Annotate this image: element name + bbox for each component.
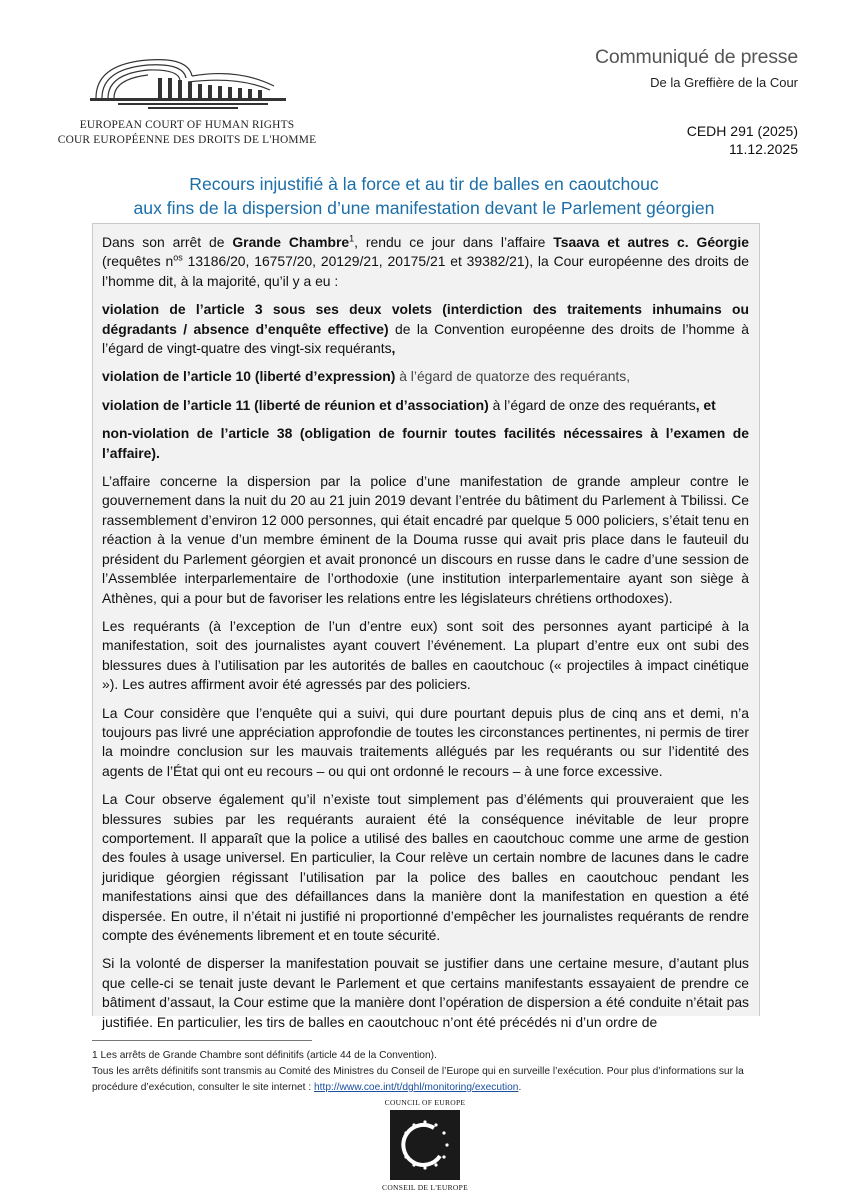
paragraph-3: La Cour considère que l’enquête qui a suivi, qui dure pourtant depuis plus de cinq ans et demi, n’a toujours pas livré une appréciation approfondie de toutes les circonstances pertinentes, ni permis de tirer la moindre conclusion sur les mauvais traitements allégués par les requérants ou sur l’identité des agents de l’État qui ont eu recours – ou qui ont ordonné le recours – à une force excessive.	[102, 704, 749, 779]
press-title: Communiqué de presse	[594, 46, 798, 68]
case-name: Tsaava et autres c. Géorgie	[553, 234, 750, 250]
coe-name-fr: CONSEIL DE L'EUROPE	[382, 1183, 468, 1192]
intro-text-4: 13186/20, 16757/20, 20129/21, 20175/21 et 39382/21), la Cour européenne des droits de l’homme dit, à la majorité, qu’il y a eu :	[102, 253, 749, 289]
finding-article-10-rest: à l’égard de quatorze des requérants,	[395, 368, 631, 385]
paragraph-1: L’affaire concerne la dispersion par la police d’une manifestation de grande ampleur contre le gouvernement dans la nuit du 20 au 21 juin 2019 devant l’entrée du bâtiment du Parlement à Tbilissi. Ce rassemblement d’environ 12 000 personnes, qui était encadré par quelque 5 000 policiers, s’était tenu en réaction à la venue d’un membre éminent de la Douma russe qui avait pris place dans le fauteuil du président du Parlement géorgien et avait prononcé un discours en russe dans le cadre d’une session de l’Assemblée interparlementaire de l’orthodoxie (une institution interparlementaire ayant son siège à Athènes, qui a pour but de favoriser les relations entre les législateurs chrétiens orthodoxes).	[102, 473, 749, 606]
finding-article-11	[102, 396, 749, 415]
execution-link[interactable]: http://www.coe.int/t/dghl/monitoring/execution	[314, 1082, 519, 1093]
numero-superscript: os	[173, 252, 183, 263]
intro-paragraph	[102, 233, 749, 291]
paragraph-5: Si la volonté de disperser la manifestation pouvait se justifier dans une certaine mesure, d’autant plus que celle-ci se tenait juste devant le Parlement et que certains manifestants essayaient de prendre ce bâtiment d’assaut, la Cour estime que la manière dont l’opération de dispersion a été conduite n’était pas justifiée. En particulier, les tirs de balles en caoutchouc n’ont été précédés ni d’un ordre de	[102, 955, 749, 1030]
finding-article-38	[102, 424, 749, 463]
finding-article-3-bold: violation de l’article 3 sous ses deux volets (interdiction des traitements inhumains ou dégradants / absence d’enquête effective)	[102, 301, 749, 337]
page-title	[60, 172, 788, 220]
finding-article-3	[102, 300, 749, 358]
headline-line-1: Recours injustifié à la force et au tir de balles en caoutchouc	[189, 174, 659, 194]
footnote-execution	[92, 1064, 772, 1096]
finding-article-10	[102, 367, 749, 386]
finding-article-3-end: ,	[391, 340, 396, 357]
footnote-end: .	[518, 1082, 522, 1093]
intro-text-3: (requêtes n	[102, 253, 174, 270]
summary-box	[92, 223, 760, 1030]
reference-block	[687, 122, 798, 158]
paragraph-4: La Cour observe également qu’il n’existe tout simplement pas d’éléments qui prouveraient que les blessures subies par les requérants auraient été la conséquence inévitable de leur propre comportement. Il apparaît que la police a utilisé des balles en caoutchouc comme une arme de gestion des foules à usage universel. En particulier, la Cour relève un certain nombre de lacunes dans le cadre juridique géorgien régissant l’utilisation par la police des balles en caoutchouc pendant les manifestations ainsi que des défaillances dans la manière dont la manifestation en question a été dispersée. En outre, il n’était ni justifié ni proportionné d’empêcher les journalistes requérants de rendre compte des événements librement et en toute sécurité.	[102, 791, 749, 943]
finding-article-10-bold: violation de l’article 10 (liberté d’expression)	[102, 368, 396, 385]
headline-line-2: aux fins de la dispersion d’une manifestation devant le Parlement géorgien	[133, 198, 715, 218]
press-subtitle: De la Greffière de la Cour	[650, 75, 798, 90]
press-release-header	[595, 46, 798, 90]
finding-article-38-bold: non-violation de l’article 38 (obligation de fournir toutes facilités nécessaires à l’examen de l’affaire).	[102, 425, 749, 461]
grand-chamber-label: Grande Chambre	[232, 234, 350, 250]
intro-text-2: , rendu ce jour dans l’affaire	[354, 234, 554, 250]
court-building-icon	[88, 50, 288, 112]
footnote-ref-1: 1	[349, 233, 355, 244]
footnote-execution-text: Tous les arrêts définitifs sont transmis au Comité des Ministres du Conseil de l’Europe qui en surveille l’exécution. Pour plus d’informations sur la procédure d’exécution, consulter le site internet :	[92, 1066, 744, 1093]
footnotes	[92, 1048, 772, 1096]
court-name-fr: COUR EUROPÉENNE DES DROITS DE L'HOMME	[57, 134, 317, 146]
finding-article-3-rest: de la Convention européenne des droits de l’homme à l’égard de vingt-quatre des vingt-six requérants	[102, 320, 750, 357]
coe-emblem-icon	[390, 1110, 460, 1180]
court-name-en: EUROPEAN COURT OF HUMAN RIGHTS	[79, 119, 295, 131]
finding-article-11-bold: violation de l’article 11 (liberté de réunion et d’association)	[102, 396, 489, 413]
footnote-1: 1 Les arrêts de Grande Chambre sont définitifs (article 44 de la Convention).	[92, 1050, 437, 1061]
paragraph-2: Les requérants (à l’exception de l’un d’entre eux) sont soit des personnes ayant participé à la manifestation, soit des journalistes ayant couvert l’événement. La plupart d’entre eux ont subi des blessures dues à l’utilisation par les autorités de balles en caoutchouc (« projectiles à impact cinétique »). Les autres affirment avoir été agressés par des policiers.	[102, 617, 749, 693]
council-of-europe-logo	[370, 1098, 480, 1192]
finding-article-11-end: , et	[695, 396, 716, 413]
echr-logo	[52, 50, 322, 148]
reference-number: CEDH 291 (2025)	[686, 123, 798, 139]
intro-text-1: Dans son arrêt de	[102, 234, 233, 250]
footnote-divider	[92, 1040, 312, 1041]
finding-article-11-rest: à l’égard de onze des requérants	[488, 396, 696, 413]
release-date: 11.12.2025	[728, 141, 798, 157]
coe-name-en: COUNCIL OF EUROPE	[384, 1098, 466, 1107]
